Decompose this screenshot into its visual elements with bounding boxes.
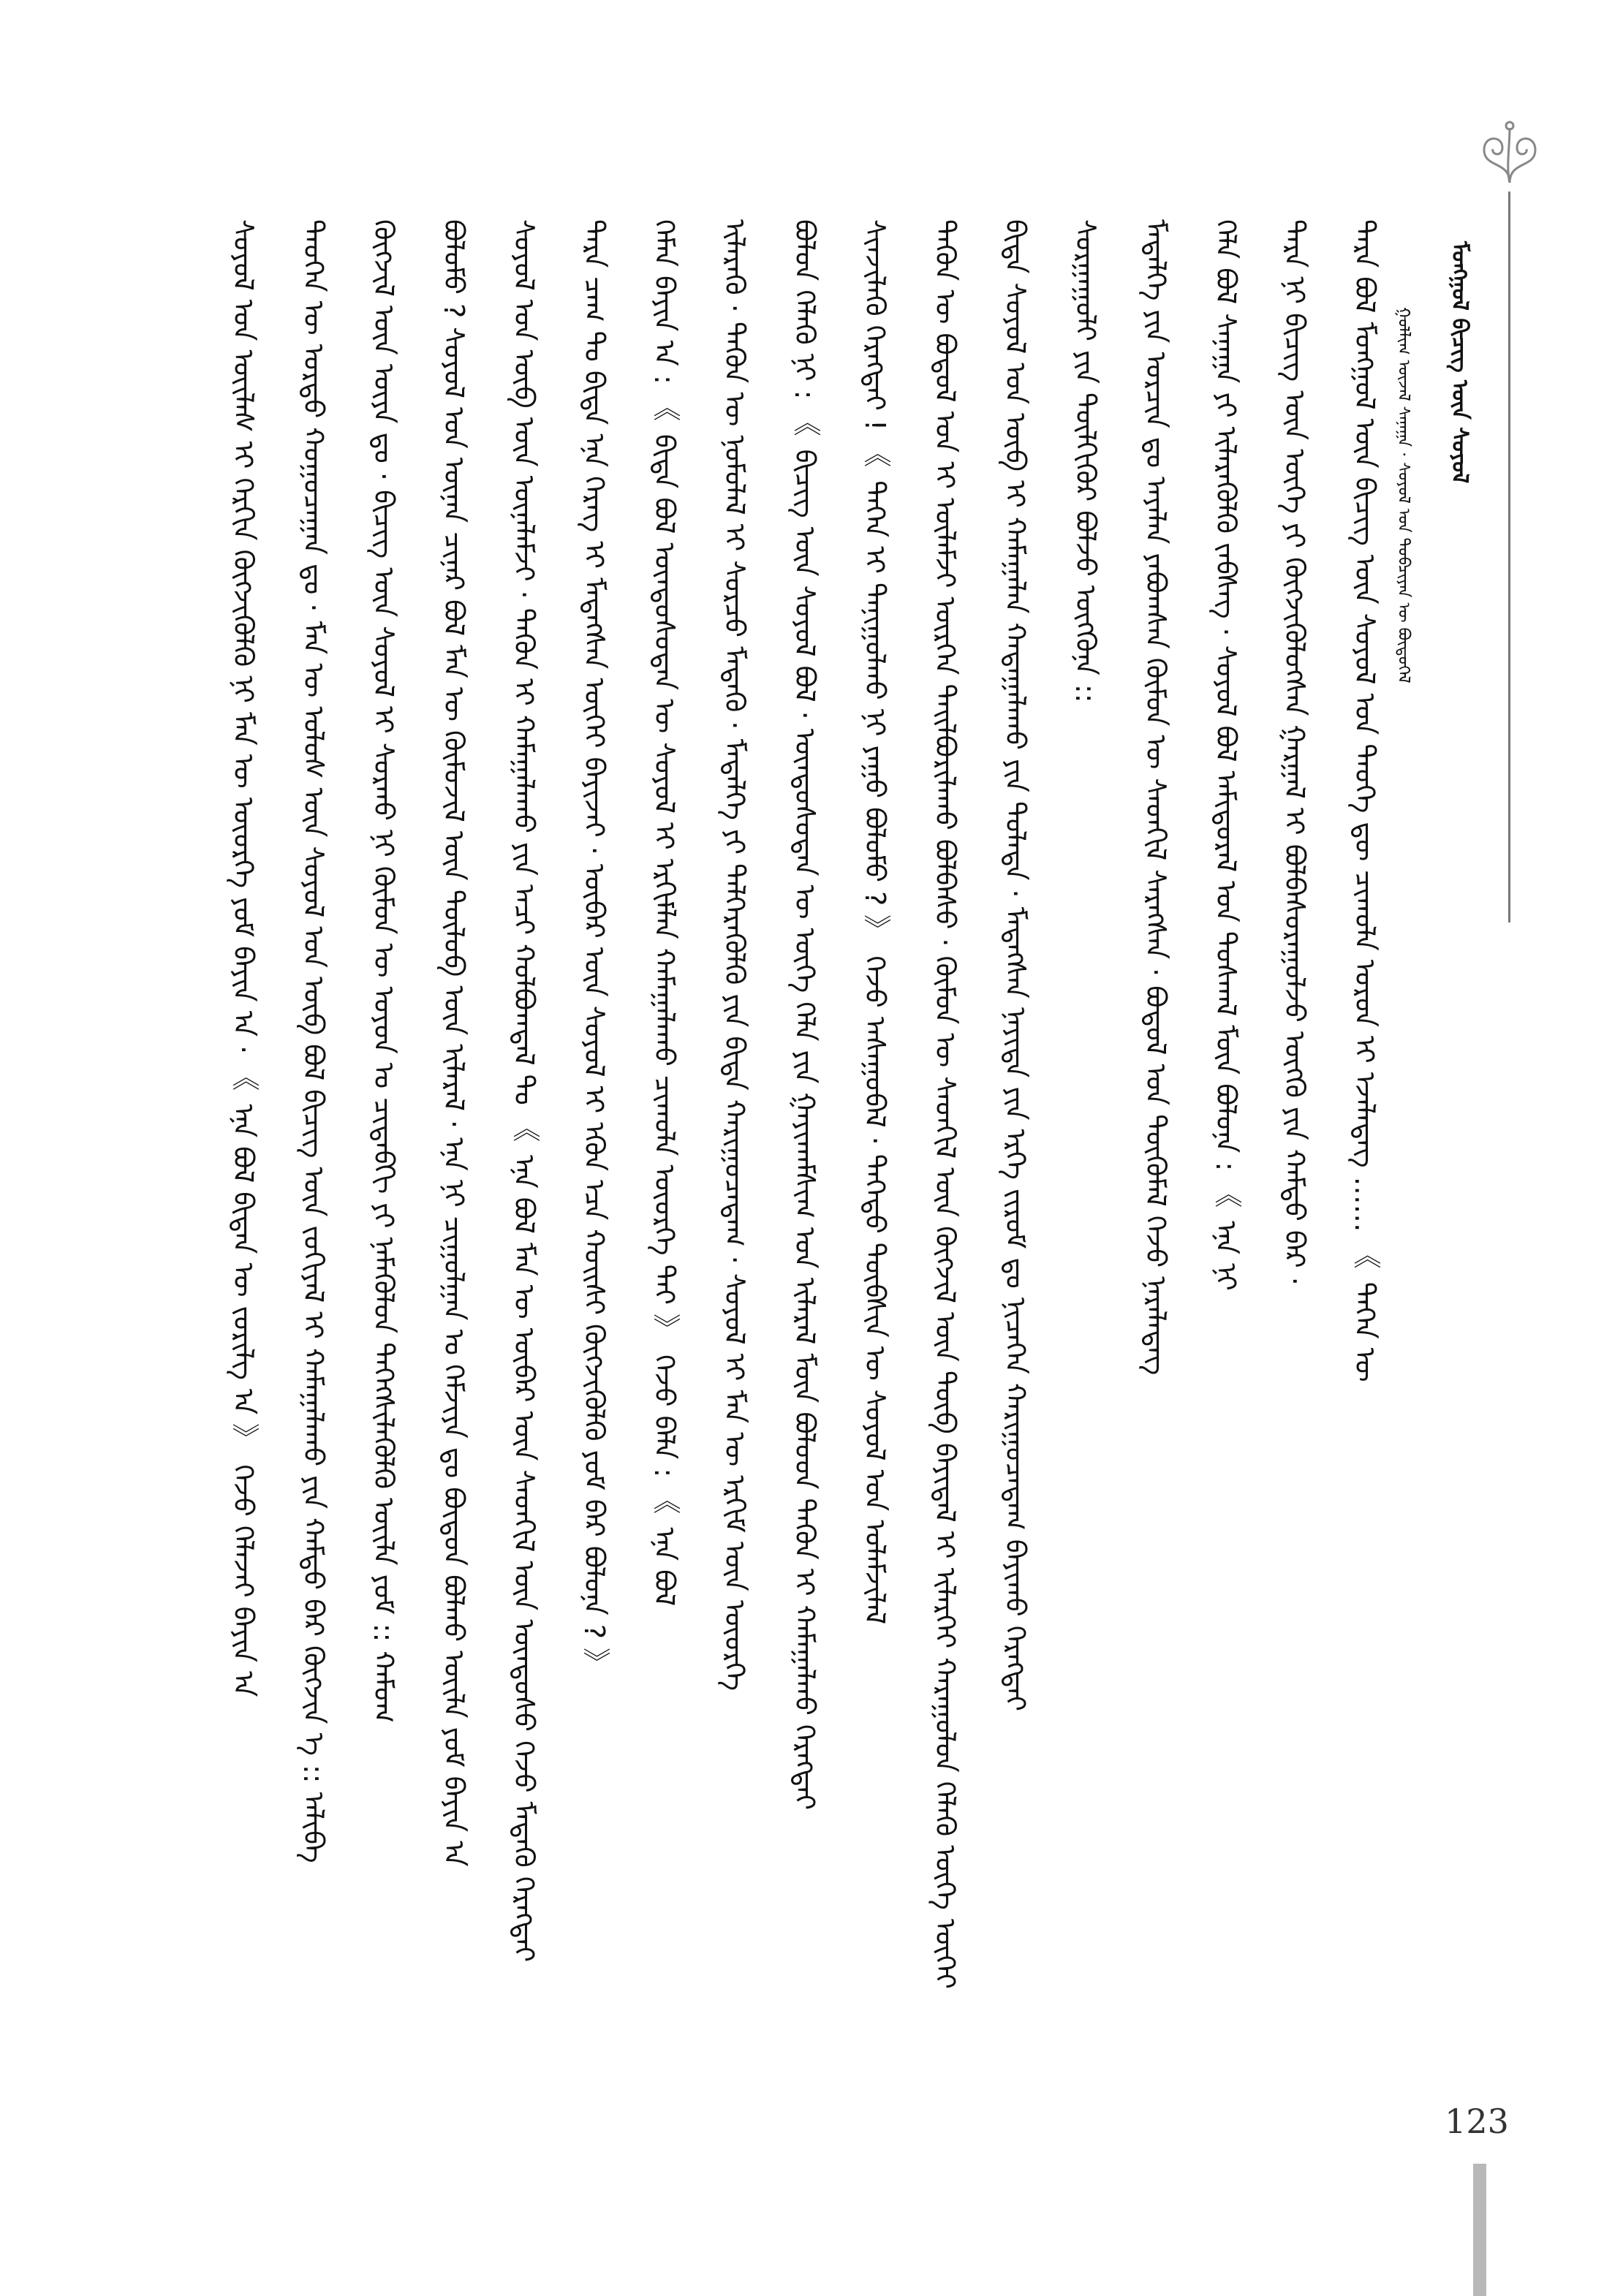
running-header-title: ᠮᠣᠩᠭᠣᠯ ᠪᠢᠴᠢᠭ ᠦᠨ ᠰᠣᠶᠣᠯ — [1447, 241, 1472, 484]
text-column: ᠬᠡᠯᠡ ᠪᠣᠯ ᠰᠠᠨᠠᠭᠠ ᠶᠢ ᠢᠯᠡᠷᠡᠭᠦᠯᠬᠦ ᠵᠡᠪᠰᠡᠭ · ᠰᠣᠶᠣᠯ ᠪᠣᠯ ᠠᠮᠢᠳᠤᠷᠠᠯ ᠤᠨ ᠲᠤᠰᠬᠠᠯ ᠮᠥᠨ ᠪᠣᠯᠤᠨᠠ : 《 ᠡᠨᠡ ᠨᠢ — [1210, 219, 1242, 1291]
body-text — [183, 219, 1381, 2142]
text-column: ᠲᠡᠷᠡ ᠨᠢ ᠪᠢᠴᠢᠭ ᠦᠨ ᠦᠭᠡ ᠶᠢ ᠬᠥᠭᠵᠢᠭᠦᠯᠦᠭᠰᠡᠨ ᠭᠠᠷᠭᠠᠯ ᠢ ᠪᠣᠯᠪᠠᠰᠤᠷᠠᠭᠤᠯᠵᠤ ᠦᠭᠬᠦ ᠶᠢᠨ ᠬᠠᠮᠲᠤ ᠪᠡᠷ · — [1279, 219, 1311, 1286]
header-rule — [1508, 192, 1510, 922]
text-column: ᠬᠥᠭᠵᠢᠯ ᠦᠨ ᠦᠶᠡ ᠳᠤ · ᠪᠢᠴᠢᠭ ᠦᠨ ᠰᠣᠶᠣᠯ ᠢ ᠰᠤᠷᠬᠤ ᠨᠢ ᠬᠦᠮᠦᠨ ᠦ ᠣᠶᠤᠨ ᠤ ᠴᠢᠳᠠᠪᠬᠢ ᠶᠢ ᠨᠡᠮᠡᠭᠦᠯᠦᠨ ᠳᠡᠭᠡᠭᠰᠢᠯᠡᠭᠦᠯᠬᠦ ᠦᠢᠯᠡ ᠶᠤᠮ :: ᠬᠠᠮᠤᠭ — [368, 219, 400, 1723]
page-number: 123 — [1445, 2102, 1509, 2141]
ornament-flourish-icon — [1469, 117, 1550, 190]
text-column: ᠲᠡᠦᠬᠡᠨ ᠦ ᠤᠷᠲᠤ ᠬᠤᠭᠤᠴᠠᠭᠠᠨ ᠳᠤ · ᠮᠠᠨ ᠦ ᠤᠯᠤᠰ ᠦᠨ ᠰᠣᠶᠣᠯ ᠤᠨ ᠥᠪ ᠪᠣᠯ ᠪᠢᠴᠢᠭ ᠦᠨ ᠵᠣᠬᠢᠶᠠᠯ ᠢ ᠬᠠᠮᠠᠭᠠᠯᠠᠬᠤ ᠶᠢᠨ ᠬᠠᠮᠲᠤ ᠪᠡᠷ ᠬᠥᠭᠵᠢᠨ ᠡ :: ᠠᠯᠢᠪᠠ — [298, 219, 330, 1863]
text-column: ᠪᠢᠳᠡ ᠰᠣᠶᠣᠯ ᠤᠨ ᠥᠪ ᠢ ᠬᠠᠮᠠᠭᠠᠯᠠᠨ ᠬᠠᠳᠠᠭᠠᠯᠠᠬᠤ ᠶᠢᠨ ᠲᠤᠯᠠᠳᠠ · ᠮᠡᠳᠡᠭᠰᠡᠨ ᠨᠡᠶᠢᠲᠡ ᠶᠢᠨ ᠡᠷᠬᠡ ᠵᠢᠷᠤᠮ ᠳᠤ ᠨᠢᠴᠡᠭᠡᠨ ᠬᠠᠷᠢᠭᠤᠴᠠᠳᠠᠭ ᠪᠠᠶᠢᠬᠤ ᠬᠡᠷᠡᠭᠲᠡᠢ — [999, 219, 1032, 1712]
text-column: ᠰᠢᠨᠵᠢᠯᠡᠬᠦ ᠬᠡᠷᠡᠭᠲᠡᠢ ! 《 ᠲᠡᠭᠡᠨ ᠢ ᠲᠠᠨᠢᠭᠤᠯᠬᠤ ᠨᠢ ᠶᠠᠭᠤ ᠪᠣᠯᠤᠮᠤ ? 》 ᠭᠡᠵᠦ ᠠᠰᠠᠭᠤᠪᠠᠯ · ᠳᠡᠭᠡᠳᠦ ᠲᠦᠪᠰᠢᠨ ᠦ ᠰᠣᠶᠣᠯ ᠤᠨ ᠤᠯᠠᠮᠵᠢᠯᠠᠯ — [859, 219, 891, 1625]
text-column: ᠬᠡᠮᠡᠨ ᠪᠠᠶᠢᠨ ᠠ : 《 ᠪᠢᠳᠡ ᠪᠣᠯ ᠦᠨᠳᠦᠰᠦᠲᠡᠨ ᠦ ᠰᠣᠶᠣᠯ ᠢ ᠡᠷᠬᠢᠮᠯᠡᠨ ᠬᠠᠮᠠᠭᠠᠯᠠᠬᠤ ᠴᠢᠬᠤᠯᠠ ᠦᠦᠷᠭᠡ ᠲᠠᠢ 》 ᠭᠡᠵᠦ ᠪᠡᠯᠡ : 《 ᠡᠨᠡ ᠪᠣᠯ — [648, 219, 681, 1607]
text-column: ᠲᠡᠭᠦᠨ ᠦ ᠪᠣᠳᠤᠯ ᠤᠨ ᠢ ᠦᠯᠡᠮᠵᠢ ᠥᠷᠭᠡᠨ ᠲᠠᠢᠯᠪᠤᠷᠢᠯᠠᠬᠤ ᠪᠣᠯᠪᠠᠰᠤ · ᠬᠦᠮᠦᠨ ᠦ ᠰᠡᠳᠬᠢᠯ ᠦᠨ ᠬᠥᠭᠵᠢᠯ ᠦᠨ ᠲᠦᠪ ᠪᠠᠶᠢᠳᠠᠯ ᠢ ᠢᠯᠡᠷᠬᠡᠢ ᠬᠠᠷᠠᠭᠤᠯᠤᠨ ᠬᠡᠯᠡᠬᠦ ᠦᠭᠡ ᠦᠭᠡᠢ — [929, 219, 961, 1989]
page-edge-bar — [1473, 2164, 1486, 2296]
text-column: ᠲᠡᠷᠡ ᠪᠣᠯ ᠮᠣᠩᠭᠣᠯ ᠦᠨ ᠪᠢᠴᠢᠭ ᠦᠨ ᠰᠣᠶᠣᠯ ᠤᠨ ᠲᠡᠦᠬᠡ ᠳᠦ ᠴᠢᠬᠤᠯᠠ ᠣᠷᠤᠨ ᠢ ᠡᠵᠡᠯᠡᠳᠡᠭ …… 《 ᠲᠡᠭᠡᠨ ᠦ — [1349, 219, 1381, 1382]
text-column: ᠪᠣᠯᠤᠨ ᠬᠡᠯᠡᠬᠦ ᠨᠢ : 《 ᠪᠢᠴᠢᠭ ᠦᠨ ᠰᠣᠶᠣᠯ ᠪᠣᠯ · ᠦᠨᠳᠦᠰᠦᠲᠡᠨ ᠦ ᠦᠭᠡ ᠬᠡᠯᠡ ᠶᠢᠨ ᠭᠠᠶᠢᠬᠠᠮᠰᠢᠭ ᠤᠨ ᠢᠯᠡᠷᠡᠯ ᠮᠥᠨ ᠪᠣᠯᠣᠳ ᠲᠡᠭᠦᠨ ᠢ ᠬᠠᠮᠠᠭᠠᠯᠬᠤ ᠬᠡᠷᠡᠭᠲᠡᠢ — [789, 219, 821, 1811]
text-column: ᠰᠣᠶᠣᠯ ᠤᠨ ᠥᠪ ᠦᠨ ᠦᠨᠡᠯᠡᠮᠵᠢ · ᠲᠡᠭᠦᠨ ᠢ ᠬᠠᠮᠠᠭᠠᠯᠠᠬᠤ ᠶᠢᠨ ᠠᠴᠢ ᠬᠤᠯᠪᠤᠭᠳᠠᠯ ᠲᠤ 《 ᠡᠨᠡ ᠪᠣᠯ ᠮᠠᠨ ᠦ ᠥᠪᠡᠷ ᠦᠨ ᠰᠡᠳᠬᠢᠯ ᠦᠨ ᠦᠨᠳᠦᠰᠦ ᠭᠡᠵᠦ ᠮᠡᠳᠡᠬᠦ ᠬᠡᠷᠡᠭᠲᠡᠢ — [508, 219, 540, 1963]
text-column: ᠲᠡᠷᠡ ᠴᠠᠭ ᠲᠤ ᠪᠢᠳᠡ ᠡᠨᠡ ᠬᠡᠷᠡᠭ ᠢ ᠮᠡᠳᠡᠭᠰᠡᠨ ᠦᠭᠡᠢ ᠪᠠᠶᠢᠵᠠᠢ · ᠥᠪᠡᠷ ᠦᠨ ᠰᠣᠶᠣᠯ ᠢ ᠡᠭᠦᠨ ᠡᠴᠡ ᠬᠣᠢᠰᠢ ᠬᠥᠭᠵᠢᠭᠦᠯᠬᠦ ᠶᠤᠮ ᠪᠠᠷ ᠪᠣᠯᠤᠨᠠ ? 》 — [578, 219, 610, 1678]
text-column: ᠮᠡᠳᠡᠯᠭᠡ ᠶᠢᠨ ᠣᠷᠴᠢᠨ ᠳᠤ ᠠᠶᠠᠯᠠᠨ ᠶᠠᠪᠤᠭᠰᠠᠨ ᠬᠦᠮᠦᠨ ᠦ ᠰᠡᠳᠬᠢᠯ ᠰᠡᠷᠡᠭᠰᠡᠨ · ᠪᠣᠳᠤᠯ ᠤᠨ ᠲᠦᠭᠦᠮᠡᠯ ᠭᠡᠵᠦ ᠨᠡᠷᠡᠯᠡᠳᠡᠭ — [1140, 219, 1172, 1376]
text-column: ᠢᠯᠡᠷᠡᠬᠦ · ᠲᠡᠭᠦᠨ ᠦ ᠨᠣᠮᠣᠯᠠᠯ ᠢ ᠰᠤᠷᠴᠤ ᠮᠡᠳᠡᠬᠦ · ᠮᠡᠳᠡᠯᠭᠡ ᠶᠢ ᠳᠡᠯᠭᠡᠷᠡᠭᠦᠯᠬᠦ ᠶᠢᠨ ᠪᠢᠳᠡ ᠬᠠᠷᠢᠭᠤᠴᠠᠳᠠᠭ · ᠰᠣᠶᠣᠯ ᠢ ᠮᠠᠨ ᠦ ᠡᠷᠬᠢᠮ ᠦᠨ ᠦᠦᠷᠭᠡ — [719, 219, 751, 1691]
text-column: ᠰᠣᠶᠣᠯ ᠤᠨ ᠦᠢᠯᠡᠰ ᠢ ᠬᠡᠷᠬᠢᠨ ᠬᠥᠭᠵᠢᠭᠦᠯᠬᠦ ᠨᠢ ᠮᠠᠨ ᠦ ᠦᠦᠷᠭᠡ ᠶᠤᠮ ᠪᠠᠶᠢᠨ ᠠ · 《 ᠡᠨᠡ ᠪᠣᠯ ᠪᠢᠳᠡᠨ ᠦ ᠵᠣᠷᠢᠯᠭ ᠠ 》 ᠭᠡᠵᠦ ᠬᠡᠯᠡᠵᠡᠢ ᠪᠠᠶᠢᠨ ᠠ — [227, 219, 260, 1697]
text-column: ᠪᠣᠯᠤᠮᠤ ? ᠰᠣᠶᠣᠯ ᠤᠨ ᠦᠨᠡᠨ ᠴᠢᠨᠠᠷ ᠪᠣᠯ ᠮᠠᠨ ᠦ ᠬᠦᠮᠦᠵᠢᠯ ᠦᠨ ᠲᠥᠯᠦᠪ ᠦᠨ ᠢᠯᠡᠷᠡᠯ · ᠡᠨᠡ ᠨᠢ ᠴᠢᠭᠤᠯᠭᠠᠨ ᠤ ᠬᠡᠮᠵᠢᠶᠡ ᠳᠤ ᠪᠦᠲᠦᠨ ᠪᠣᠯᠬᠤ ᠦᠢᠯᠡ ᠶᠤᠮ ᠪᠠᠶᠢᠨ ᠠ — [438, 219, 470, 1867]
text-column: ᠰᠣᠷᠭᠠᠭᠤᠯᠢ ᠶᠢᠨ ᠲᠦᠯᠬᠢᠭᠦᠷ ᠪᠣᠯᠵᠤ ᠥᠭᠭᠦᠨᠡ :: — [1070, 219, 1102, 703]
running-header-subtitle: ᠭᠣᠯᠯᠢᠭ ᠦᠵᠡᠯ ᠰᠠᠨᠠᠭᠠ · ᠰᠣᠶᠣᠯ ᠤᠨ ᠲᠣᠪᠴᠢᠶᠠᠨ ᠦ ᠪᠦᠲᠦᠭᠡᠯ — [1394, 307, 1412, 683]
